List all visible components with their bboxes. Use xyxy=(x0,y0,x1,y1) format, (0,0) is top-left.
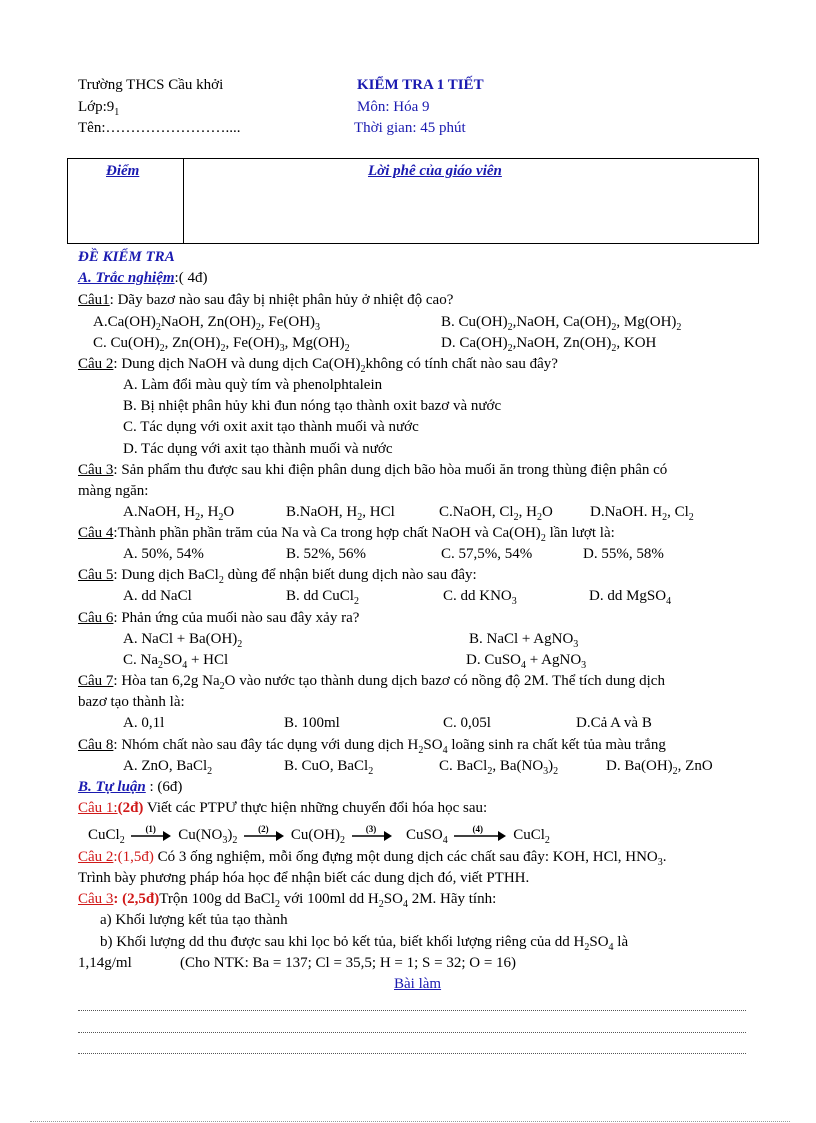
essay-3-part-b-text: b) Khối lượng dd thu được sau khi lọc bỏ kết tủa, biết khối lượng riêng của dd H xyxy=(100,934,585,950)
section-a-points: :( 4đ) xyxy=(174,270,208,286)
question-7: Câu 7: Hòa tan 6,2g $Na_2O$ vào nước tạo thành dung dịch bazơ có nồng độ 2M. Thể tích dung dịch xyxy=(78,673,665,692)
answer-heading: Bài làm xyxy=(394,976,442,992)
question-6-option-b: B. NaCl + AgNO$_3$ xyxy=(469,631,579,650)
question-8-option-c: C. BaCl$_2$, $Ba(NO_3)_2$ xyxy=(439,758,559,777)
question-8-text-mid: SO xyxy=(423,737,443,753)
essay-3-density: 1,14g/ml xyxy=(78,955,132,971)
question-2-option-b: B. Bị nhiệt phân hủy khi đun nóng tạo thành oxit bazơ và nước xyxy=(123,398,502,414)
chain-cuno3: Cu(NO xyxy=(178,827,223,843)
question-2-label: Câu 2 xyxy=(78,356,114,372)
subject: Môn: Hóa 9 xyxy=(357,99,430,115)
question-2-text-end: không có tính chất nào sau đây? xyxy=(365,356,558,372)
comment-header: Lời phê của giáo viên xyxy=(368,163,502,179)
section-b-points: : (6đ) xyxy=(145,779,183,795)
question-3-option-d: D.NaOH. $H_2$, $Cl_2$ xyxy=(590,504,694,523)
question-7-text: : Hòa tan 6,2g Na xyxy=(113,673,220,689)
question-3-text: : Sản phẩm thu được sau khi điện phân dung dịch bão hòa muối ăn trong thùng điện phân có xyxy=(113,462,668,478)
essay-2-label: Câu 2 xyxy=(78,849,114,865)
question-8-option-a: A. ZnO, BaCl$_2$ xyxy=(123,758,213,777)
question-1-option-d: D. $Ca(OH)_2,NaOH$, $Zn(OH)_2$, KOH xyxy=(441,335,657,354)
essay-3-text-end: 2M. Hãy tính: xyxy=(407,891,497,907)
chain-cucl2: CuCl xyxy=(88,827,120,843)
q5b-text: B. dd CuCl xyxy=(286,588,354,604)
q6d-end: + AgNO xyxy=(526,652,582,668)
exam-heading: ĐỀ KIỂM TRA xyxy=(78,249,175,265)
score-header: Điểm xyxy=(106,163,140,179)
question-8-text: : Nhóm chất nào sau đây tác dụng với dung dịch H xyxy=(113,737,419,753)
exam-title: KIỂM TRA 1 TIẾT xyxy=(357,77,484,93)
grade-table-divider xyxy=(183,159,184,243)
class-sub: 1 xyxy=(114,107,120,118)
question-3 xyxy=(78,461,667,479)
question-5-text-end: dùng để nhận biết dung dịch nào sau đây: xyxy=(223,567,477,583)
question-3-label: Câu 3 xyxy=(78,462,114,478)
question-6-option-a: A. NaCl + $Ba(OH)_2$ xyxy=(123,631,243,650)
essay-3-label: Câu 3 xyxy=(78,891,114,907)
essay-question-1 xyxy=(78,799,487,817)
essay-2-text-line2: Trình bày phương pháp hóa học để nhận biết các dung dịch đó, viết PTHH. xyxy=(78,870,530,886)
question-6 xyxy=(78,609,359,627)
question-1-option-c: C. $Cu(OH)_2$, $Zn(OH)_2$, $Fe(OH)_3$, $Mg(OH)_2$ xyxy=(93,335,350,354)
section-b-title: B. Tự luận xyxy=(78,779,146,795)
question-7-option-d: D.Cả A và B xyxy=(576,715,652,731)
grade-table xyxy=(67,158,759,244)
question-1-option-b: B. $Cu(OH)_2,NaOH$, $Ca(OH)_2$, $Mg(OH)_2$ xyxy=(441,314,682,333)
question-8: Câu 8: Nhóm chất nào sau đây tác dụng với dung dịch $H_2SO_4$ loãng sinh ra chất kết tủa màu trắng xyxy=(78,737,666,756)
duration: Thời gian: 45 phút xyxy=(354,120,466,136)
question-7-text-line2: bazơ tạo thành là: xyxy=(78,694,185,710)
q6d-text: D. CuSO xyxy=(466,652,522,668)
question-4-label: Câu 4 xyxy=(78,525,114,541)
question-5-label: Câu 5 xyxy=(78,567,114,583)
question-6-text: : Phản ứng của muối nào sau đây xảy ra? xyxy=(113,610,360,626)
section-a-heading xyxy=(78,269,207,287)
question-3-text-line2: màng ngăn: xyxy=(78,483,149,499)
chain-cucl2-end: CuCl xyxy=(513,827,545,843)
question-3-option-b: B.NaOH, $H_2$, HCl xyxy=(286,504,395,523)
question-4-text: :Thành phần phần trăm của Na và Ca trong hợp chất NaOH và Ca(OH) xyxy=(113,525,541,541)
q6a-text: A. NaCl + Ba(OH) xyxy=(123,631,238,647)
section-a-title: A. Trắc nghiệm xyxy=(78,270,175,286)
question-4-option-c: C. 57,5%, 54% xyxy=(441,546,533,562)
step-3-label: (3) xyxy=(365,823,377,834)
question-8-option-b: B. CuO, BaCl$_2$ xyxy=(284,758,374,777)
q8c-text: C. BaCl xyxy=(439,758,488,774)
question-2-option-a: A. Làm đổi màu quỳ tím và phenolphtalein xyxy=(123,377,383,393)
question-8-text-end: loãng sinh ra chất kết tủa màu trắng xyxy=(447,737,666,753)
question-5-option-a: A. dd NaCl xyxy=(123,588,192,604)
essay-2-points: :(1,5đ) xyxy=(113,849,154,865)
essay-2-text: Có 3 ống nghiệm, mỗi ống đựng một dung dịch các chất sau đây: KOH, HCl, HNO xyxy=(153,849,658,865)
step-1-label: (1) xyxy=(145,823,156,834)
q6c-end: + HCl xyxy=(187,652,229,668)
reaction-chain: CuCl$_2$ (1) $Cu(NO_3)_2$ (2) $Cu(OH)_2$ (3) CuSO$_4$ (4) CuCl$_2$ xyxy=(88,826,550,850)
question-7-option-c: C. 0,05l xyxy=(443,715,491,731)
section-b-heading xyxy=(78,778,182,796)
essay-3-part-b: b) Khối lượng dd thu được sau khi lọc bỏ kết tủa, biết khối lượng riêng của dd $H_2SO_4$ là xyxy=(100,934,629,953)
essay-3-text-mid: với 100ml dd H xyxy=(279,891,379,907)
answer-line-2[interactable] xyxy=(78,1032,746,1033)
essay-1-text: Viết các PTPƯ thực hiện những chuyển đổi hóa học sau: xyxy=(143,800,488,816)
question-3-option-c: C.NaOH, $Cl_2$, $H_2O$ xyxy=(439,504,553,523)
question-4: Câu 4:Thành phần phần trăm của Na và Ca trong hợp chất NaOH và $Ca(OH)_2$ lần lượt là: xyxy=(78,525,615,544)
question-5-option-b: B. dd CuCl$_2$ xyxy=(286,588,359,607)
q1b-text: B. Cu(OH) xyxy=(441,314,508,330)
question-2-option-d: D. Tác dụng với axit tạo thành muối và nước xyxy=(123,441,393,457)
question-6-label: Câu 6 xyxy=(78,610,114,626)
q8b-text: B. CuO, BaCl xyxy=(284,758,369,774)
question-3-option-a: A.NaOH, $H_2$, $H_2O$ xyxy=(123,504,235,523)
question-7-option-a: A. 0,1l xyxy=(123,715,165,731)
question-6-option-c: C. $Na_2SO_4$ + HCl xyxy=(123,652,229,671)
q6c-text: C. Na xyxy=(123,652,158,668)
question-1-text: : Dãy bazơ nào sau đây bị nhiệt phân hủy ở nhiệt độ cao? xyxy=(109,292,454,308)
class-text: Lớp:9 xyxy=(78,99,115,115)
question-7-label: Câu 7 xyxy=(78,673,114,689)
question-2-option-c: C. Tác dụng với oxit axit tạo thành muối và nước xyxy=(123,419,419,435)
question-2: Câu 2: Dung dịch NaOH và dung dịch $Ca(OH)_2không$ có tính chất nào sau đây? xyxy=(78,356,558,375)
q1c-text: C. Cu(OH) xyxy=(93,335,160,351)
atomic-mass-note: (Cho NTK: Ba = 137; Cl = 35,5; H = 1; S = 32; O = 16) xyxy=(180,955,517,971)
arrow-icon xyxy=(244,823,284,843)
question-5-option-c: C. dd $KNO_3$ xyxy=(443,588,517,607)
question-4-text-end: lần lượt là: xyxy=(545,525,615,541)
arrow-icon xyxy=(454,823,506,843)
question-2-text: : Dung dịch NaOH và dung dịch Ca(OH) xyxy=(113,356,361,372)
question-4-option-b: B. 52%, 56% xyxy=(286,546,366,562)
essay-3-text: Trộn 100g dd BaCl xyxy=(159,891,275,907)
q6c-mid: SO xyxy=(163,652,183,668)
answer-line-3[interactable] xyxy=(78,1053,746,1054)
essay-3-part-a: a) Khối lượng kết tủa tạo thành xyxy=(100,912,288,928)
arrow-icon xyxy=(131,823,171,843)
question-8-option-d: D. $Ba(OH)_2$, ZnO xyxy=(606,758,713,777)
question-1-option-a: $A.Ca(OH)_2NaOH$, $Zn(OH)_2$, $Fe(OH)_3$ xyxy=(93,314,321,333)
essay-question-2: Câu 2:(1,5đ) Có 3 ống nghiệm, mỗi ống đựng một dung dịch các chất sau đây: KOH, HCl, $HNO_3$. xyxy=(78,849,667,868)
question-1 xyxy=(78,291,453,309)
question-4-option-a: A. 50%, 54% xyxy=(123,546,204,562)
q5d-text: D. dd MgSO xyxy=(589,588,667,604)
essay-1-points: (2đ) xyxy=(117,800,144,816)
page-border xyxy=(30,1121,790,1122)
question-1-label: Câu1 xyxy=(78,292,110,308)
step-2-label: (2) xyxy=(258,823,269,834)
q1d-text: D. Ca(OH) xyxy=(441,335,508,351)
q6b-text: B. NaCl + AgNO xyxy=(469,631,574,647)
question-6-option-d: D. CuSO$_4$ + AgNO$_3$ xyxy=(466,652,587,671)
student-name-field: Tên:…………………….... xyxy=(78,120,241,136)
q8a-text: A. ZnO, BaCl xyxy=(123,758,208,774)
essay-3-points: : (2,5đ) xyxy=(113,891,160,907)
question-8-label: Câu 8 xyxy=(78,737,114,753)
step-4-label: (4) xyxy=(472,823,483,834)
question-5-text: : Dung dịch BaCl xyxy=(113,567,219,583)
essay-3-part-b-end: là xyxy=(613,934,629,950)
arrow-icon xyxy=(352,823,392,843)
question-5: Câu 5: Dung dịch BaCl$_2$ dùng để nhận biết dung dịch nào sau đây: xyxy=(78,567,477,586)
chain-cuso4: CuSO xyxy=(406,827,443,843)
q8d-text: D. Ba(OH) xyxy=(606,758,673,774)
question-4-option-d: D. 55%, 58% xyxy=(583,546,664,562)
question-5-option-d: D. dd MgSO$_4$ xyxy=(589,588,672,607)
essay-1-label: Câu 1: xyxy=(78,800,118,816)
q5c-text: C. dd KNO xyxy=(443,588,512,604)
essay-question-3: Câu 3: (2,5đ)Trộn 100g dd BaCl$_2$ với 100ml dd $H_2SO_4$ 2M. Hãy tính: xyxy=(78,891,497,910)
chain-cuoh2: Cu(OH) xyxy=(290,827,341,843)
school-name: Trường THCS Cầu khởi xyxy=(78,77,224,93)
question-7-text-end: O vào nước tạo thành dung dịch bazơ có nồng độ 2M. Thể tích dung dịch xyxy=(224,673,665,689)
q1a-text: A.Ca(OH) xyxy=(93,314,156,330)
question-7-option-b: B. 100ml xyxy=(284,715,340,731)
answer-line-1[interactable] xyxy=(78,1010,746,1011)
